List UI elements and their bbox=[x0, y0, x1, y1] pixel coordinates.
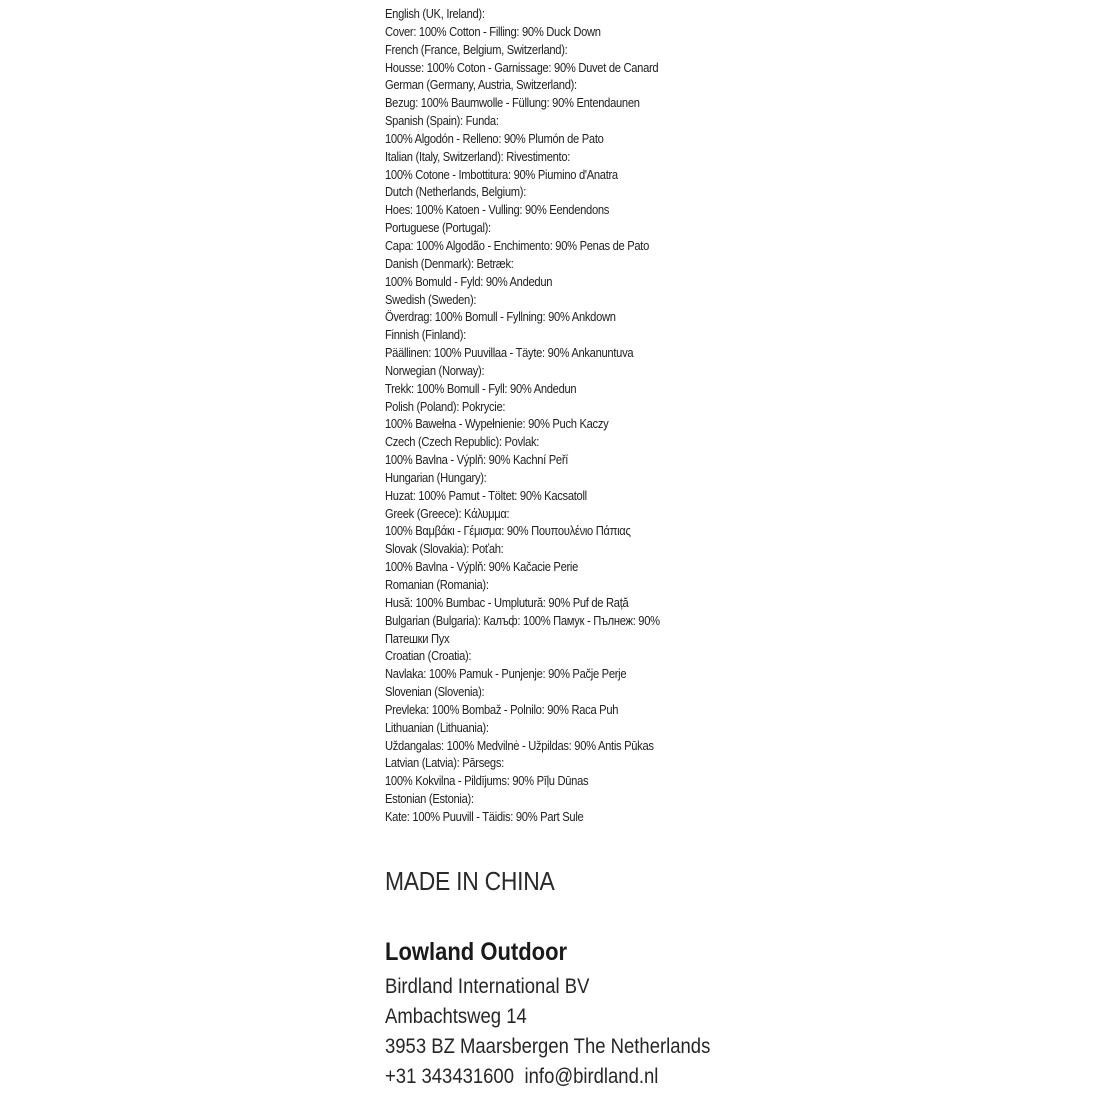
composition-line: Hoes: 100% Katoen - Vulling: 90% Eendendons bbox=[385, 202, 610, 218]
composition-line: Prevleka: 100% Bombaž - Polnilo: 90% Raca Puh bbox=[385, 701, 619, 717]
composition-line: Norwegian (Norway): bbox=[385, 362, 485, 378]
composition-line: Överdrag: 100% Bomull - Fyllning: 90% Ankdown bbox=[385, 309, 616, 325]
composition-line: Italian (Italy, Switzerland): Rivestimento: bbox=[385, 148, 571, 164]
composition-line: English (UK, Ireland): bbox=[385, 6, 485, 21]
composition-list bbox=[385, 5, 805, 826]
composition-line: Päällinen: 100% Puuvillaa - Täyte: 90% Ankanuntuva bbox=[385, 345, 634, 361]
composition-line: Danish (Denmark): Betræk: bbox=[385, 255, 514, 271]
composition-line: 100% Kokvilna - Pildījums: 90% Pīļu Dūnas bbox=[385, 773, 589, 789]
composition-line: Cover: 100% Cotton - Filling: 90% Duck Down bbox=[385, 23, 601, 39]
phone-number: +31 343431600 bbox=[385, 1065, 514, 1088]
composition-line: Swedish (Sweden): bbox=[385, 291, 477, 307]
composition-line: Trekk: 100% Bomull - Fyll: 90% Andedun bbox=[385, 380, 577, 396]
composition-line: Slovak (Slovakia): Poťah: bbox=[385, 541, 504, 557]
composition-label bbox=[385, 5, 805, 826]
composition-line: Latvian (Latvia): Pārsegs: bbox=[385, 755, 504, 771]
composition-line: Slovenian (Slovenia): bbox=[385, 684, 485, 700]
composition-line: Polish (Poland): Pokrycie: bbox=[385, 398, 506, 414]
composition-line: 100% Bavlna - Výplň: 90% Kačacie Perie bbox=[385, 559, 579, 575]
composition-line: Portuguese (Portugal): bbox=[385, 220, 491, 236]
composition-line: 100% Bawełna - Wypełnienie: 90% Puch Kaczy bbox=[385, 416, 609, 432]
composition-line: Hungarian (Hungary): bbox=[385, 469, 487, 485]
composition-line: Uždangalas: 100% Medvilnė - Užpildas: 90% Antis Pūkas bbox=[385, 737, 654, 753]
composition-line: 100% Bavlna - Výplň: 90% Kachní Peří bbox=[385, 452, 569, 468]
composition-line: Spanish (Spain): Funda: bbox=[385, 113, 499, 129]
composition-line: German (Germany, Austria, Switzerland): bbox=[385, 77, 577, 93]
brand-name: Lowland Outdoor bbox=[385, 938, 568, 966]
composition-line: French (France, Belgium, Switzerland): bbox=[385, 41, 568, 57]
composition-line: Lithuanian (Lithuania): bbox=[385, 719, 489, 735]
composition-line: Greek (Greece): Κάλυμμα: bbox=[385, 505, 510, 521]
composition-line: Czech (Czech Republic): Povlak: bbox=[385, 434, 540, 450]
contact-line bbox=[385, 1065, 658, 1089]
composition-line: Huzat: 100% Pamut - Töltet: 90% Kacsatoll bbox=[385, 487, 587, 503]
composition-line: Housse: 100% Coton - Garnissage: 90% Duvet de Canard bbox=[385, 59, 659, 75]
composition-line: Dutch (Netherlands, Belgium): bbox=[385, 184, 527, 200]
composition-line: Navlaka: 100% Pamuk - Punjenje: 90% Pačje Perje bbox=[385, 666, 627, 682]
composition-line: Capa: 100% Algodão - Enchimento: 90% Penas de Pato bbox=[385, 237, 650, 253]
composition-line: Husă: 100% Bumbac - Umplutură: 90% Puf de Rață bbox=[385, 594, 629, 610]
city-line: 3953 BZ Maarsbergen The Netherlands bbox=[385, 1035, 711, 1058]
composition-line: Finnish (Finland): bbox=[385, 327, 466, 343]
composition-line: Патешки Пух bbox=[385, 630, 450, 646]
street-address: Ambachtsweg 14 bbox=[385, 1005, 527, 1028]
composition-line: 100% Bomuld - Fyld: 90% Andedun bbox=[385, 273, 553, 289]
composition-line: 100% Cotone - Imbottitura: 90% Piumino d'Anatra bbox=[385, 166, 618, 182]
composition-line: Romanian (Romania): bbox=[385, 577, 489, 592]
composition-line: 100% Βαμβάκι - Γέμισμα: 90% Πουπουλένιο Πάπιας bbox=[385, 523, 631, 539]
composition-line: Bezug: 100% Baumwolle - Füllung: 90% Entendaunen bbox=[385, 95, 640, 111]
composition-line: Kate: 100% Puuvill - Täidis: 90% Part Sule bbox=[385, 808, 584, 824]
composition-line: Croatian (Croatia): bbox=[385, 648, 472, 664]
made-in-text: MADE IN CHINA bbox=[385, 866, 555, 896]
composition-line: 100% Algodón - Relleno: 90% Plumón de Pato bbox=[385, 130, 604, 146]
email-address: info@birdland.nl bbox=[524, 1065, 659, 1088]
composition-line: Bulgarian (Bulgaria): Калъф: 100% Памук - Пълнеж: 90% bbox=[385, 612, 660, 628]
company-name: Birdland International BV bbox=[385, 975, 590, 998]
composition-line: Estonian (Estonia): bbox=[385, 791, 474, 807]
